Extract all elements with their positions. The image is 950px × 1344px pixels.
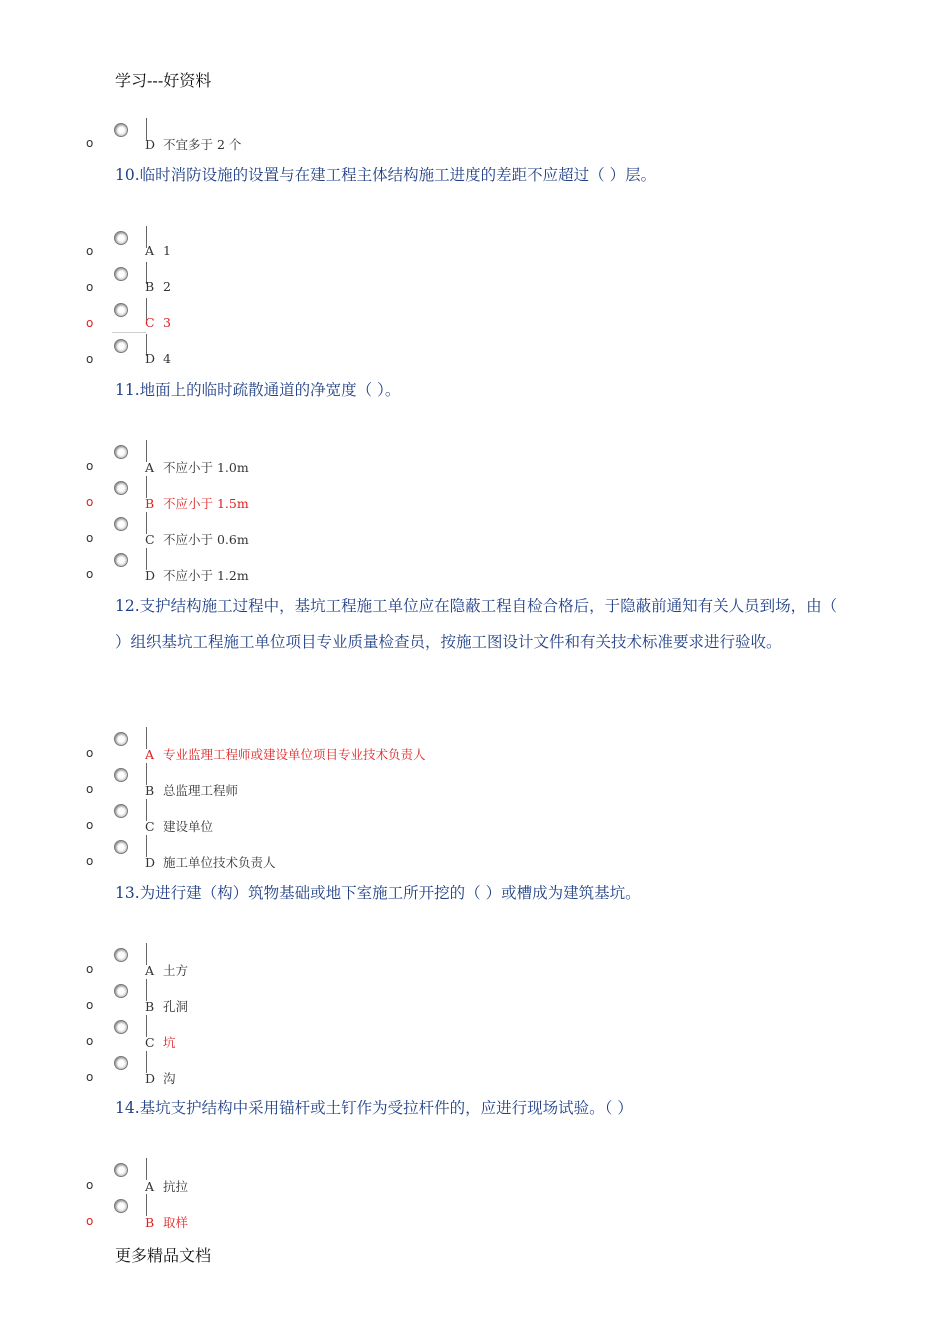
radio-button[interactable] (114, 732, 128, 746)
radio-button[interactable] (114, 1056, 128, 1070)
option-label: D 4 (145, 351, 171, 366)
option-label: D 不宜多于 2 个 (145, 137, 242, 152)
radio-button[interactable] (114, 123, 128, 137)
question-14-text: 14.基坑支护结构中采用锚杆或土钉作为受拉杆件的，应进行现场试验。（ ） (115, 1099, 633, 1117)
list-bullet: o (86, 782, 94, 796)
list-bullet: o (86, 1214, 94, 1228)
list-bullet: o (86, 280, 94, 294)
list-bullet: o (86, 962, 94, 976)
option-label: C 坑 (145, 1035, 176, 1050)
radio-button[interactable] (114, 804, 128, 818)
list-bullet: o (86, 1070, 94, 1084)
option-label: D 沟 (145, 1071, 176, 1086)
radio-button[interactable] (114, 481, 128, 495)
radio-button[interactable] (114, 1163, 128, 1177)
option-label: A 1 (145, 243, 171, 258)
page-footer: 更多精品文档 (115, 1246, 212, 1265)
option-label: B 总监理工程师 (145, 783, 239, 798)
option-label: C 建设单位 (145, 819, 214, 834)
question-11-text: 11.地面上的临时疏散通道的净宽度（ ）。 (115, 381, 401, 399)
list-bullet: o (86, 136, 94, 150)
radio-button[interactable] (114, 267, 128, 281)
question-10-text: 10.临时消防设施的设置与在建工程主体结构施工进度的差距不应超过（ ）层。 (115, 166, 657, 184)
radio-button[interactable] (114, 303, 128, 317)
option-label: A 抗拉 (145, 1179, 189, 1194)
radio-button[interactable] (114, 768, 128, 782)
list-bullet: o (86, 531, 94, 545)
option-label: C 3 (145, 315, 171, 330)
list-bullet: o (86, 244, 94, 258)
list-bullet: o (86, 746, 94, 760)
option-label: B 取样 (145, 1215, 189, 1230)
radio-button[interactable] (114, 1199, 128, 1213)
option-label: A 土方 (145, 963, 189, 978)
radio-button[interactable] (114, 231, 128, 245)
option-label: C 不应小于 0.6m (145, 532, 249, 547)
option-label: D 不应小于 1.2m (145, 568, 249, 583)
list-bullet: o (86, 459, 94, 473)
option-label: B 2 (145, 279, 171, 294)
radio-button[interactable] (114, 984, 128, 998)
question-13-text: 13.为进行建（构）筑物基础或地下室施工所开挖的（ ）或槽成为建筑基坑。 (115, 884, 641, 902)
option-label: D 施工单位技术负责人 (145, 855, 276, 870)
list-bullet: o (86, 818, 94, 832)
radio-button[interactable] (114, 339, 128, 353)
radio-button[interactable] (114, 553, 128, 567)
radio-button[interactable] (114, 517, 128, 531)
list-bullet: o (86, 854, 94, 868)
radio-button[interactable] (114, 840, 128, 854)
underline (112, 332, 146, 333)
list-bullet: o (86, 998, 94, 1012)
list-bullet: o (86, 316, 94, 330)
radio-button[interactable] (114, 948, 128, 962)
list-bullet: o (86, 567, 94, 581)
list-bullet: o (86, 495, 94, 509)
option-label: B 孔洞 (145, 999, 189, 1014)
question-12-text: 12.支护结构施工过程中，基坑工程施工单位应在隐蔽工程自检合格后，于隐蔽前通知有关人员到场，由（ ）组织基坑工程施工单位项目专业质量检查员，按施工图设计文件和有关技术标准要求进行验收。 (115, 597, 838, 651)
radio-button[interactable] (114, 1020, 128, 1034)
option-label: A 不应小于 1.0m (145, 460, 249, 475)
page-header: 学习---好资料 (115, 71, 212, 90)
radio-button[interactable] (114, 445, 128, 459)
list-bullet: o (86, 1178, 94, 1192)
list-bullet: o (86, 1034, 94, 1048)
option-label: B 不应小于 1.5m (145, 496, 249, 511)
list-bullet: o (86, 352, 94, 366)
option-label: A 专业监理工程师或建设单位项目专业技术负责人 (145, 747, 426, 762)
